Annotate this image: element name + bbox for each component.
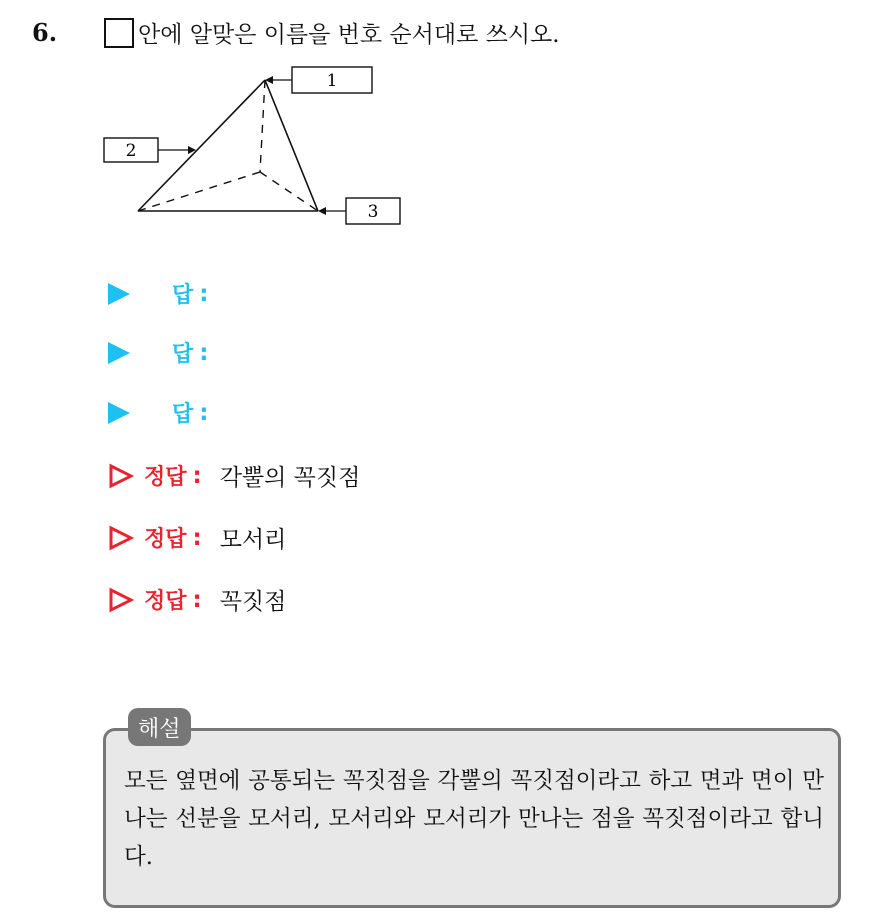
answer-label: 답 (172, 402, 194, 427)
solution-label: 정답 (144, 527, 187, 552)
question-number: 6. (32, 18, 58, 47)
solution-value: 모서리 (219, 527, 287, 553)
solution-colon: : (192, 586, 202, 613)
play-outline-icon (108, 587, 134, 613)
explanation-text: 모든 옆면에 공통되는 꼭짓점을 각뿔의 꼭짓점이라고 하고 면과 면이 만나는 선분을 모서리, 모서리와 모서리가 만나는 점을 꼭짓점이라고 합니다. (124, 768, 824, 870)
pyramid-figure (100, 62, 410, 232)
answer-row-2 (108, 337, 208, 368)
solution-colon: : (192, 524, 202, 551)
play-outline-icon (108, 525, 134, 551)
blank-box (104, 18, 134, 48)
answer-colon: : (199, 280, 209, 307)
answer-row-3 (108, 397, 208, 428)
play-icon (108, 342, 130, 364)
solution-row-2 (108, 521, 286, 554)
label-1: 1 (326, 71, 338, 91)
explanation-title: 해설 (128, 708, 191, 746)
answer-label: 답 (172, 283, 194, 308)
question-prompt (104, 16, 560, 49)
solution-label: 정답 (144, 465, 187, 490)
solution-colon: : (192, 462, 202, 489)
label-2: 2 (125, 141, 137, 161)
answer-colon: : (199, 339, 209, 366)
solution-value: 각뿔의 꼭짓점 (219, 465, 361, 491)
solution-row-3 (108, 583, 286, 616)
solution-row-1 (108, 459, 360, 492)
play-icon (108, 402, 130, 424)
question-prompt-text: 안에 알맞은 이름을 번호 순서대로 쓰시오. (138, 22, 560, 48)
label-3: 3 (367, 202, 379, 222)
play-outline-icon (108, 463, 134, 489)
solution-value: 꼭짓점 (219, 589, 287, 615)
answer-colon: : (199, 399, 209, 426)
solution-label: 정답 (144, 589, 187, 614)
play-icon (108, 283, 130, 305)
answer-label: 답 (172, 342, 194, 367)
answer-row-1 (108, 278, 208, 309)
